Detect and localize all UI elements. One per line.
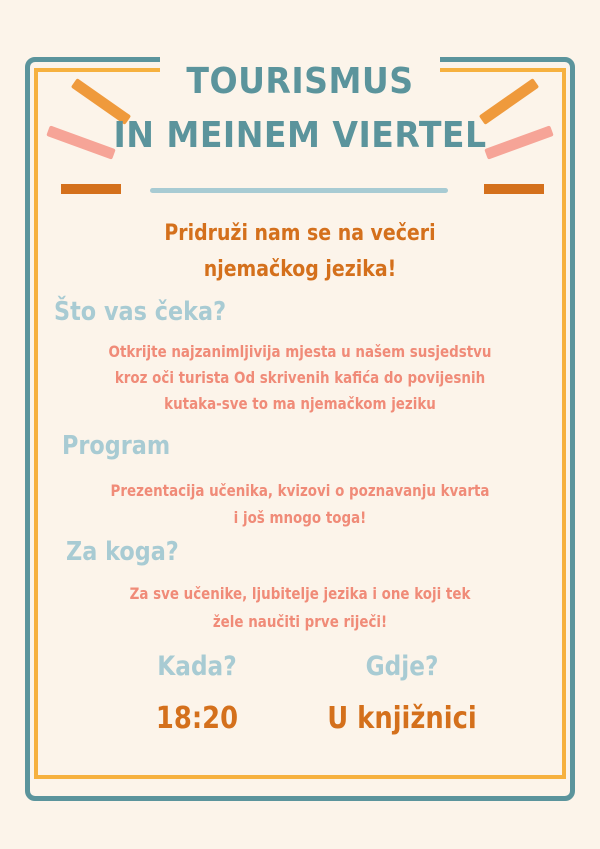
decorative-ray [61, 184, 121, 194]
where-value: U knjižnici [327, 701, 477, 736]
section-what-line-2: kroz oči turista Od skrivenih kafića do povijesnih [114, 368, 486, 387]
section-program-line-2: i još mnogo toga! [233, 508, 367, 527]
invite-line-1: Pridruži nam se na večeri [164, 221, 436, 246]
where-label: Gdje? [365, 651, 439, 682]
section-heading-program: Program [62, 431, 171, 461]
section-program-line-1: Prezentacija učenika, kvizovi o poznavanju kvarta [110, 481, 490, 500]
title-line-2: IN MEINEM VIERTEL [113, 115, 487, 156]
section-heading-for-whom: Za koga? [66, 537, 179, 567]
section-for-whom-line-2: žele naučiti prve riječi! [212, 612, 388, 631]
invite-line-2: njemačkog jezika! [203, 257, 397, 282]
title-underline [150, 188, 448, 193]
section-heading-what: Što vas čeka? [54, 297, 227, 327]
section-what-line-3: kutaka-sve to ma njemačkom jeziku [164, 394, 436, 413]
section-for-whom-line-1: Za sve učenike, ljubitelje jezika i one koji tek [129, 584, 471, 603]
when-value: 18:20 [155, 701, 239, 736]
decorative-ray [484, 184, 544, 194]
section-what-line-1: Otkrijte najzanimljivija mjesta u našem susjedstvu [108, 342, 492, 361]
when-label: Kada? [157, 651, 237, 682]
inner-frame [34, 68, 566, 779]
title-line-1: TOURISMUS [186, 61, 414, 102]
